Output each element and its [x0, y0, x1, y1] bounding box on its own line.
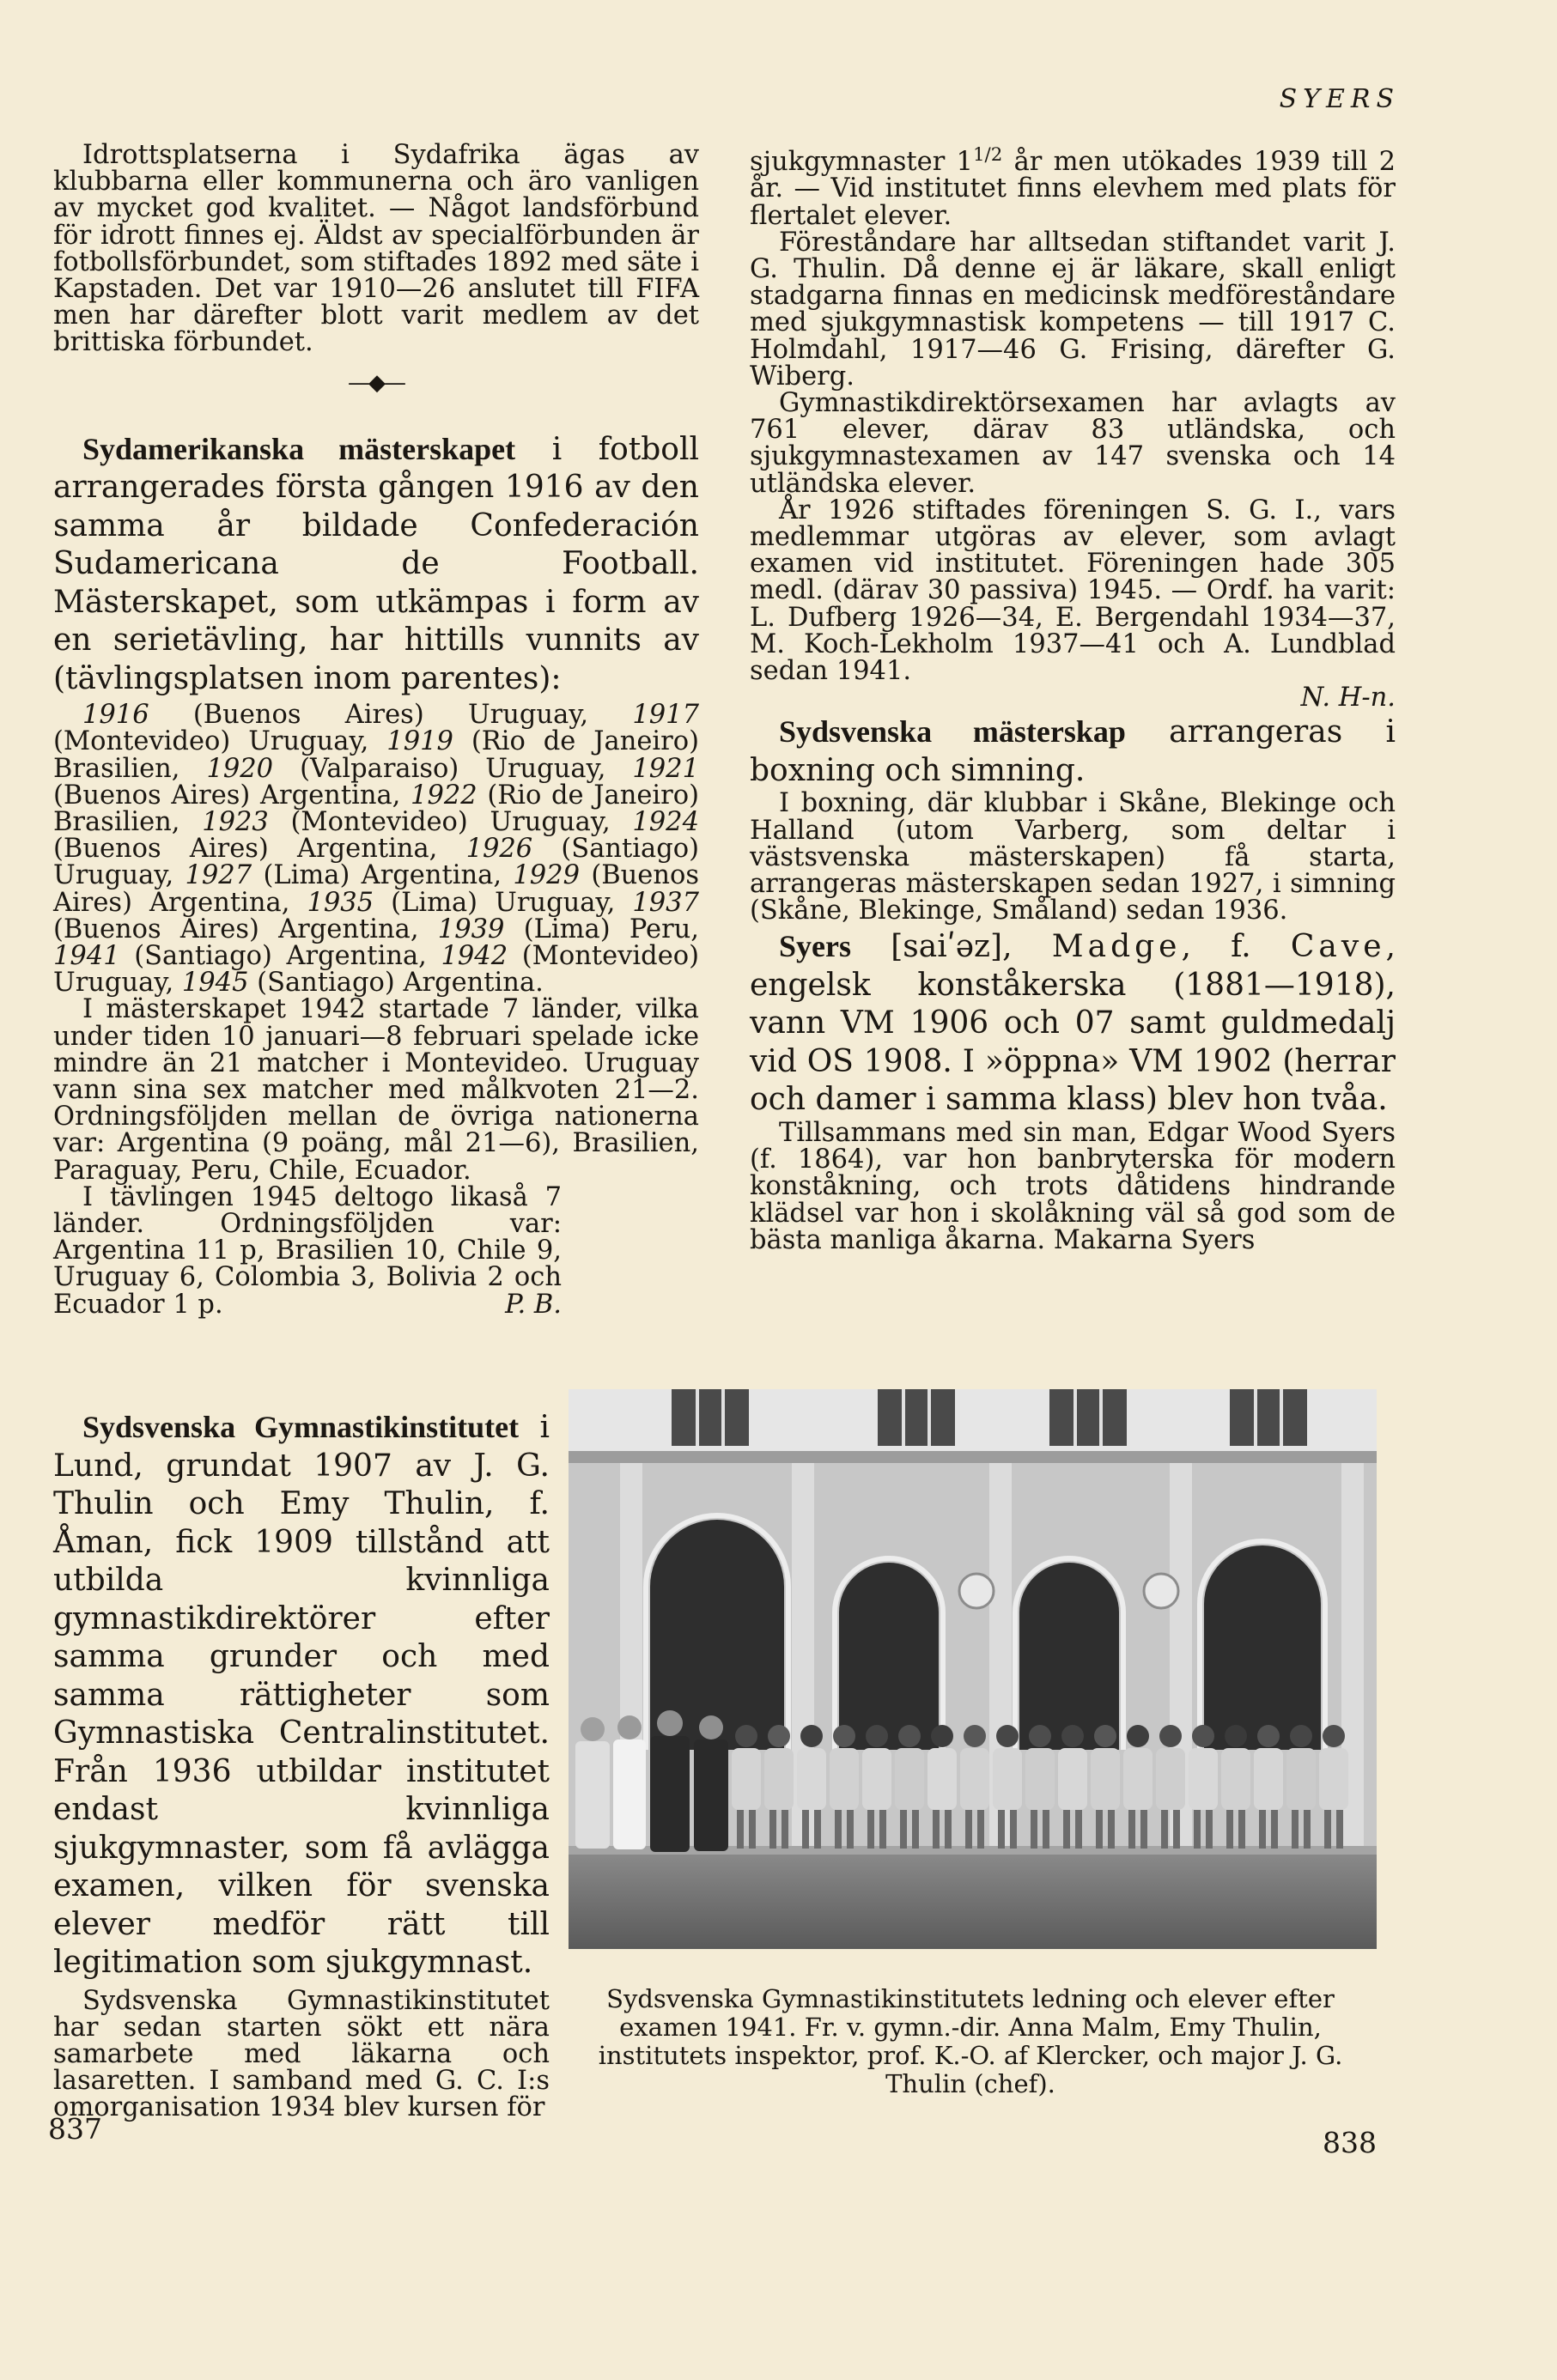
paragraph-syers-bio: Tillsammans med sin man, Edgar Wood Syers (f. 1864), var hon banbryterska för modern konståkning, och trots dåtidens hindrande klädsel var hon i skolåkning väl så god som de bästa manliga åkarna. Makarna Syers — [750, 1117, 1396, 1255]
paragraph-forestandare: Föreståndare har alltsedan stiftandet varit J. G. Thulin. Då denne ej är läkare, skall enligt stadgarna finnas en medicinsk medföreståndare med sjukgymnastisk kompetens — till 1917 C. Holmdahl, 1917—46 G. Frising, därefter G. Wiberg. — [750, 227, 1396, 392]
article-sydsvenska-masterskap: Sydsvenska mästerskap arrangeras i boxning och simning. — [750, 714, 1396, 788]
right-column — [750, 142, 1396, 1254]
paragraph-1945: I tävlingen 1945 deltogo likaså 7 länder. Ordningsföljden var: Argentina 11 p, Brasilien 10, Chile 9, Uruguay 6, Colombia 3, Bolivia 2 och Ecuador 1 p. P. B. — [53, 1181, 562, 1320]
left-narrow-column — [53, 1408, 550, 2122]
paragraph-1942: I mästerskapet 1942 startade 7 länder, vilka under tiden 10 januari—8 februari spelade icke mindre än 21 matcher i Montevideo. Uruguay vann sina sex matcher med målkvoten 21—2. Ordningsföljden mellan de övriga nationerna var: Argentina (9 poäng, mål 21—6), Brasilien, Paraguay, Peru, Chile, Ecuador. — [53, 994, 699, 1186]
article-syers: Syers [saiʹəz], Madge, f. Cave, engelsk konståkerska (1881—1918), vann VM 1906 och 07 samt guldmedalj vid OS 1908. I »öppna» VM 1902 (herrar och damer i samma klass) blev hon tvåa. — [750, 929, 1396, 1118]
running-header: SYERS — [1279, 84, 1400, 114]
group-photo — [569, 1389, 1377, 1949]
paragraph-boxning: I boxning, där klubbar i Skåne, Blekinge och Halland (utom Varberg, som deltar i västsvenska mästerskapen) få starta, arrangeras mästerskapen sedan 1927, i simning (Skåne, Blekinge, Småland) sedan 1936. — [750, 788, 1396, 926]
paragraph-examen: Gymnastikdirektörsexamen har avlagts av 761 elever, därav 83 utländska, och sjukgymnastexamen av 147 svenska och 14 utländska elever. — [750, 387, 1396, 499]
paragraph-sjukgymnaster: sjukgymnaster $1^{1/2}$ år men utökades 1939 till 2 år. — Vid institutet finns elevhem med plats för flertalet elever. — [750, 144, 1396, 231]
entry-heading-sydamerikanska: Sydamerikanska mästerskapet — [82, 431, 516, 466]
page-number-left: 837 — [48, 2112, 102, 2146]
left-column — [53, 142, 699, 1318]
entry-heading-masterskap: Sydsvenska mästerskap — [779, 714, 1126, 750]
signature-nh: N. H-n. — [1300, 683, 1396, 713]
paragraph-sgi: År 1926 stiftades föreningen S. G. I., vars medlemmar utgöras av elever, som avlagt examen vid institutet. Föreningen hade 305 medl. (därav 30 passiva) 1945. — Ordf. ha varit: L. Dufberg 1926—34, E. Bergendahl 1934—37, M. Koch-Lekholm 1937—41 och A. Lundblad sedan 1941. — [750, 495, 1396, 687]
photo-caption: Sydsvenska Gymnastikinstitutets ledning och elever efter examen 1941. Fr. v. gymn.-dir. Anna Malm, Emy Thulin, institutets inspektor, prof. K.-O. af Klercker, och major J. G. Thulin (chef). — [598, 1984, 1343, 2098]
group-photo-image — [569, 1389, 1377, 1949]
championship-results: 1916 (Buenos Aires) Uruguay, 1917 (Montevideo) Uruguay, 1919 (Rio de Janeiro) Brasilien, 1920 (Valparaiso) Uruguay, 1921 (Buenos Aires) Argentina, 1922 (Rio de Janeiro) Brasilien, 1923 (Montevideo) Uruguay, 1924 (Buenos Aires) Argentina, 1926 (Santiago) Uruguay, 1927 (Lima) Argentina, 1929 (Buenos Aires) Argentina, 1935 (Lima) Uruguay, 1937 (Buenos Aires) Argentina, 1939 (Lima) Peru, 1941 (Santiago) Argentina, 1942 (Montevideo) Uruguay, 1945 (Santiago) Argentina. — [53, 700, 700, 999]
signature-pb: P. B. — [505, 1289, 562, 1320]
entry-heading-syers: Syers — [779, 929, 851, 964]
article-sydamerikanska: Sydamerikanska mästerskapet i fotboll arrangerades första gången 1916 av den samma år bildade Confederación Sudamericana de Football. Mästerskapet, som utkämpas i form av en serietävling, har hittills vunnits av (tävlingsplatsen inom parentes): — [53, 431, 699, 696]
section-ornament: —◆— — [348, 369, 404, 396]
article-gymnastikinstitutet: Sydsvenska Gymnastikinstitutet i Lund, grundat 1907 av J. G. Thulin och Emy Thulin, f. Åman, fick 1909 tillstånd att utbilda kvinnliga gymnastikdirektörer efter samma grunder och med samma rättigheter som Gymnastiska Centralinstitutet. Från 1936 utbildar institutet endast kvinnliga sjukgymnaster, som få avlägga examen, vilken för svenska elever medför rätt till legitimation som sjukgymnast. — [53, 1410, 550, 1980]
entry-heading-gymnastikinstitutet: Sydsvenska Gymnastikinstitutet — [82, 1410, 520, 1444]
paragraph-samarbete: Sydsvenska Gymnastikinstitutet har sedan starten sökt ett nära samarbete med läkarna och lasaretten. I samband med G. C. I:s omorganisation 1934 blev kursen för — [53, 1985, 550, 2123]
article-sydafrika-end: Idrottsplatserna i Sydafrika ägas av klubbarna eller kommunerna och äro vanligen av mycket god kvalitet. — Något landsförbund för idrott finnes ej. Äldst av specialförbunden är fotbollsförbundet, som stiftades 1892 med säte i Kapstaden. Det var 1910—26 anslutet till FIFA men har därefter blott varit medlem av det brittiska förbundet. — [53, 140, 699, 358]
page-number-right: 838 — [1323, 2126, 1377, 2159]
